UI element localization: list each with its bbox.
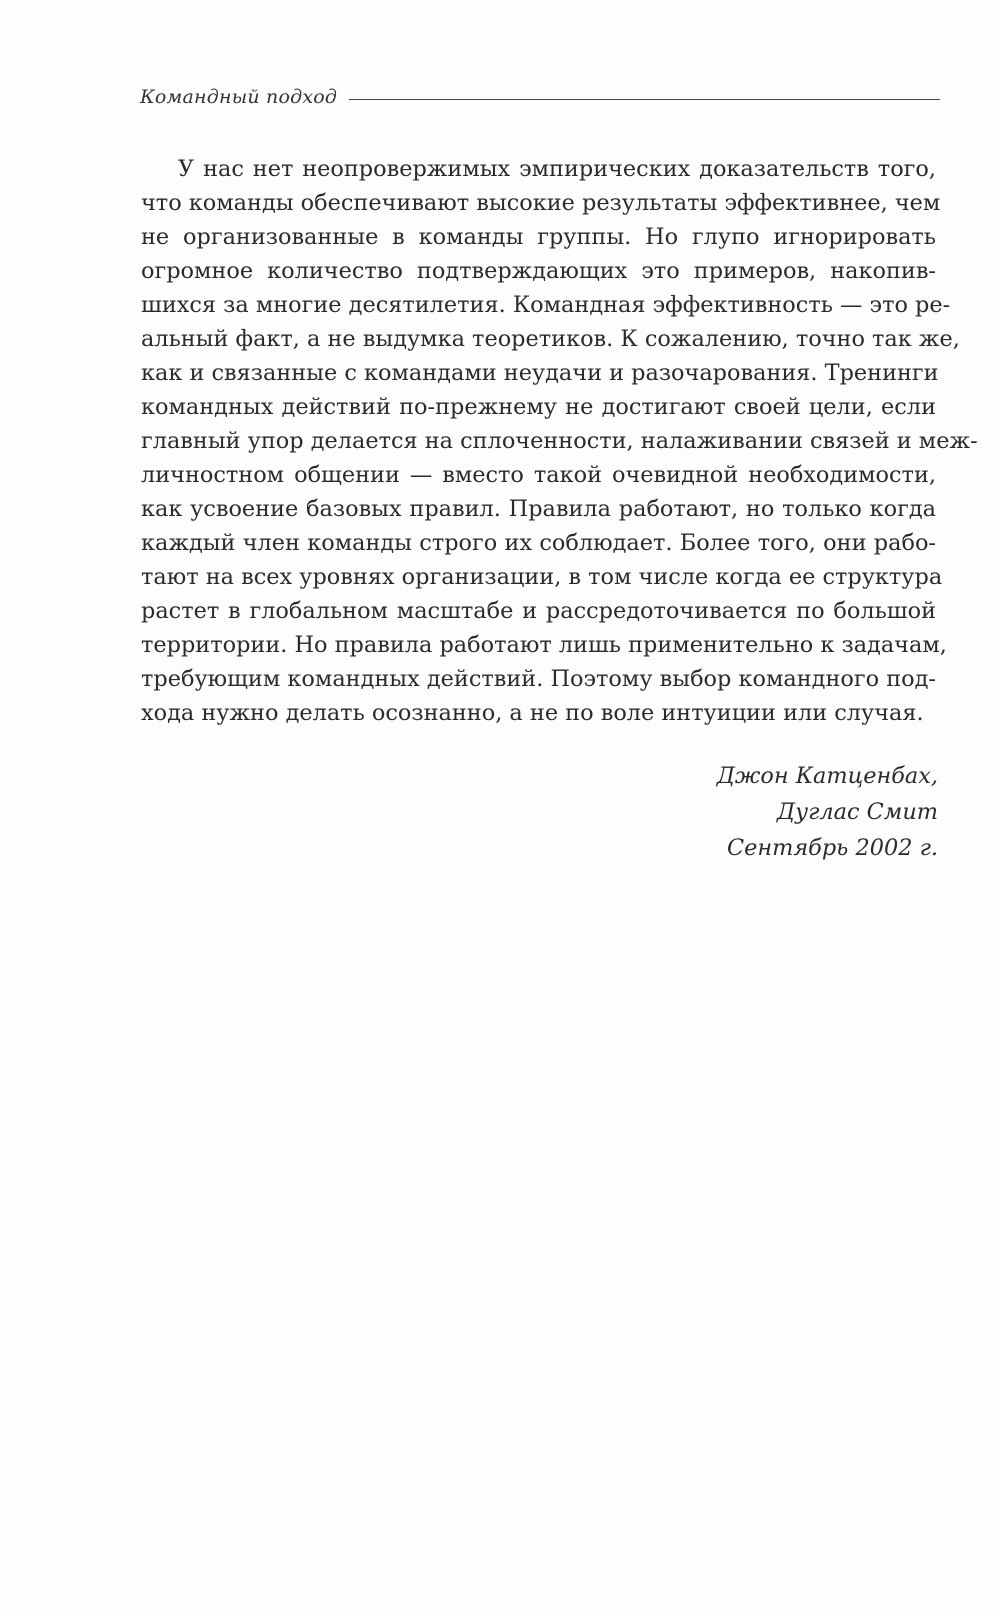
paragraph-line: хода нужно делать осознанно, а не по воле интуиции или случая. bbox=[141, 700, 924, 726]
paragraph-line: каждый член команды строго их соблюдает. Более того, они рабо- bbox=[141, 530, 936, 556]
paragraph-line: не организованные в команды группы. Но глупо игнорировать bbox=[141, 224, 936, 250]
paragraph-line: личностном общении — вместо такой очевидной необходимости, bbox=[141, 462, 936, 488]
signature-block bbox=[717, 758, 938, 866]
paragraph-line: тают на всех уровнях организации, в том числе когда ее структура bbox=[141, 564, 943, 590]
signature-author-smith: Дуглас Смит bbox=[776, 799, 938, 825]
paragraph-line: У нас нет неопровержимых эмпирических доказательств того, bbox=[178, 156, 936, 182]
paragraph-line: как усвоение базовых правил. Правила работают, но только когда bbox=[141, 496, 936, 522]
paragraph-line: как и связанные с командами неудачи и разочарования. Тренинги bbox=[141, 360, 939, 386]
signature-author-katzenbach: Джон Катценбах, bbox=[716, 763, 938, 789]
paragraph-line: главный упор делается на сплоченности, налаживании связей и меж- bbox=[141, 428, 978, 454]
paragraph-line: альный факт, а не выдумка теоретиков. К сожалению, точно так же, bbox=[141, 326, 960, 352]
paragraph-line: шихся за многие десятилетия. Командная эффективность — это ре- bbox=[141, 292, 951, 318]
paragraph-line: огромное количество подтверждающих это примеров, накопив- bbox=[141, 258, 936, 284]
paragraph-line: что команды обеспечивают высокие результаты эффективнее, чем bbox=[141, 190, 941, 216]
paragraph-line: требующим командных действий. Поэтому выбор командного под- bbox=[141, 666, 936, 692]
running-header-title: Командный подход bbox=[140, 86, 338, 108]
header-rule bbox=[349, 99, 940, 100]
paragraph-line: командных действий по-прежнему не достигают своей цели, если bbox=[141, 394, 936, 420]
signature-date: Сентябрь 2002 г. bbox=[726, 835, 938, 861]
paragraph-line: растет в глобальном масштабе и рассредоточивается по большой bbox=[141, 598, 936, 624]
running-header bbox=[140, 86, 940, 108]
body-paragraph bbox=[141, 152, 978, 730]
paragraph-line: территории. Но правила работают лишь применительно к задачам, bbox=[141, 632, 947, 658]
